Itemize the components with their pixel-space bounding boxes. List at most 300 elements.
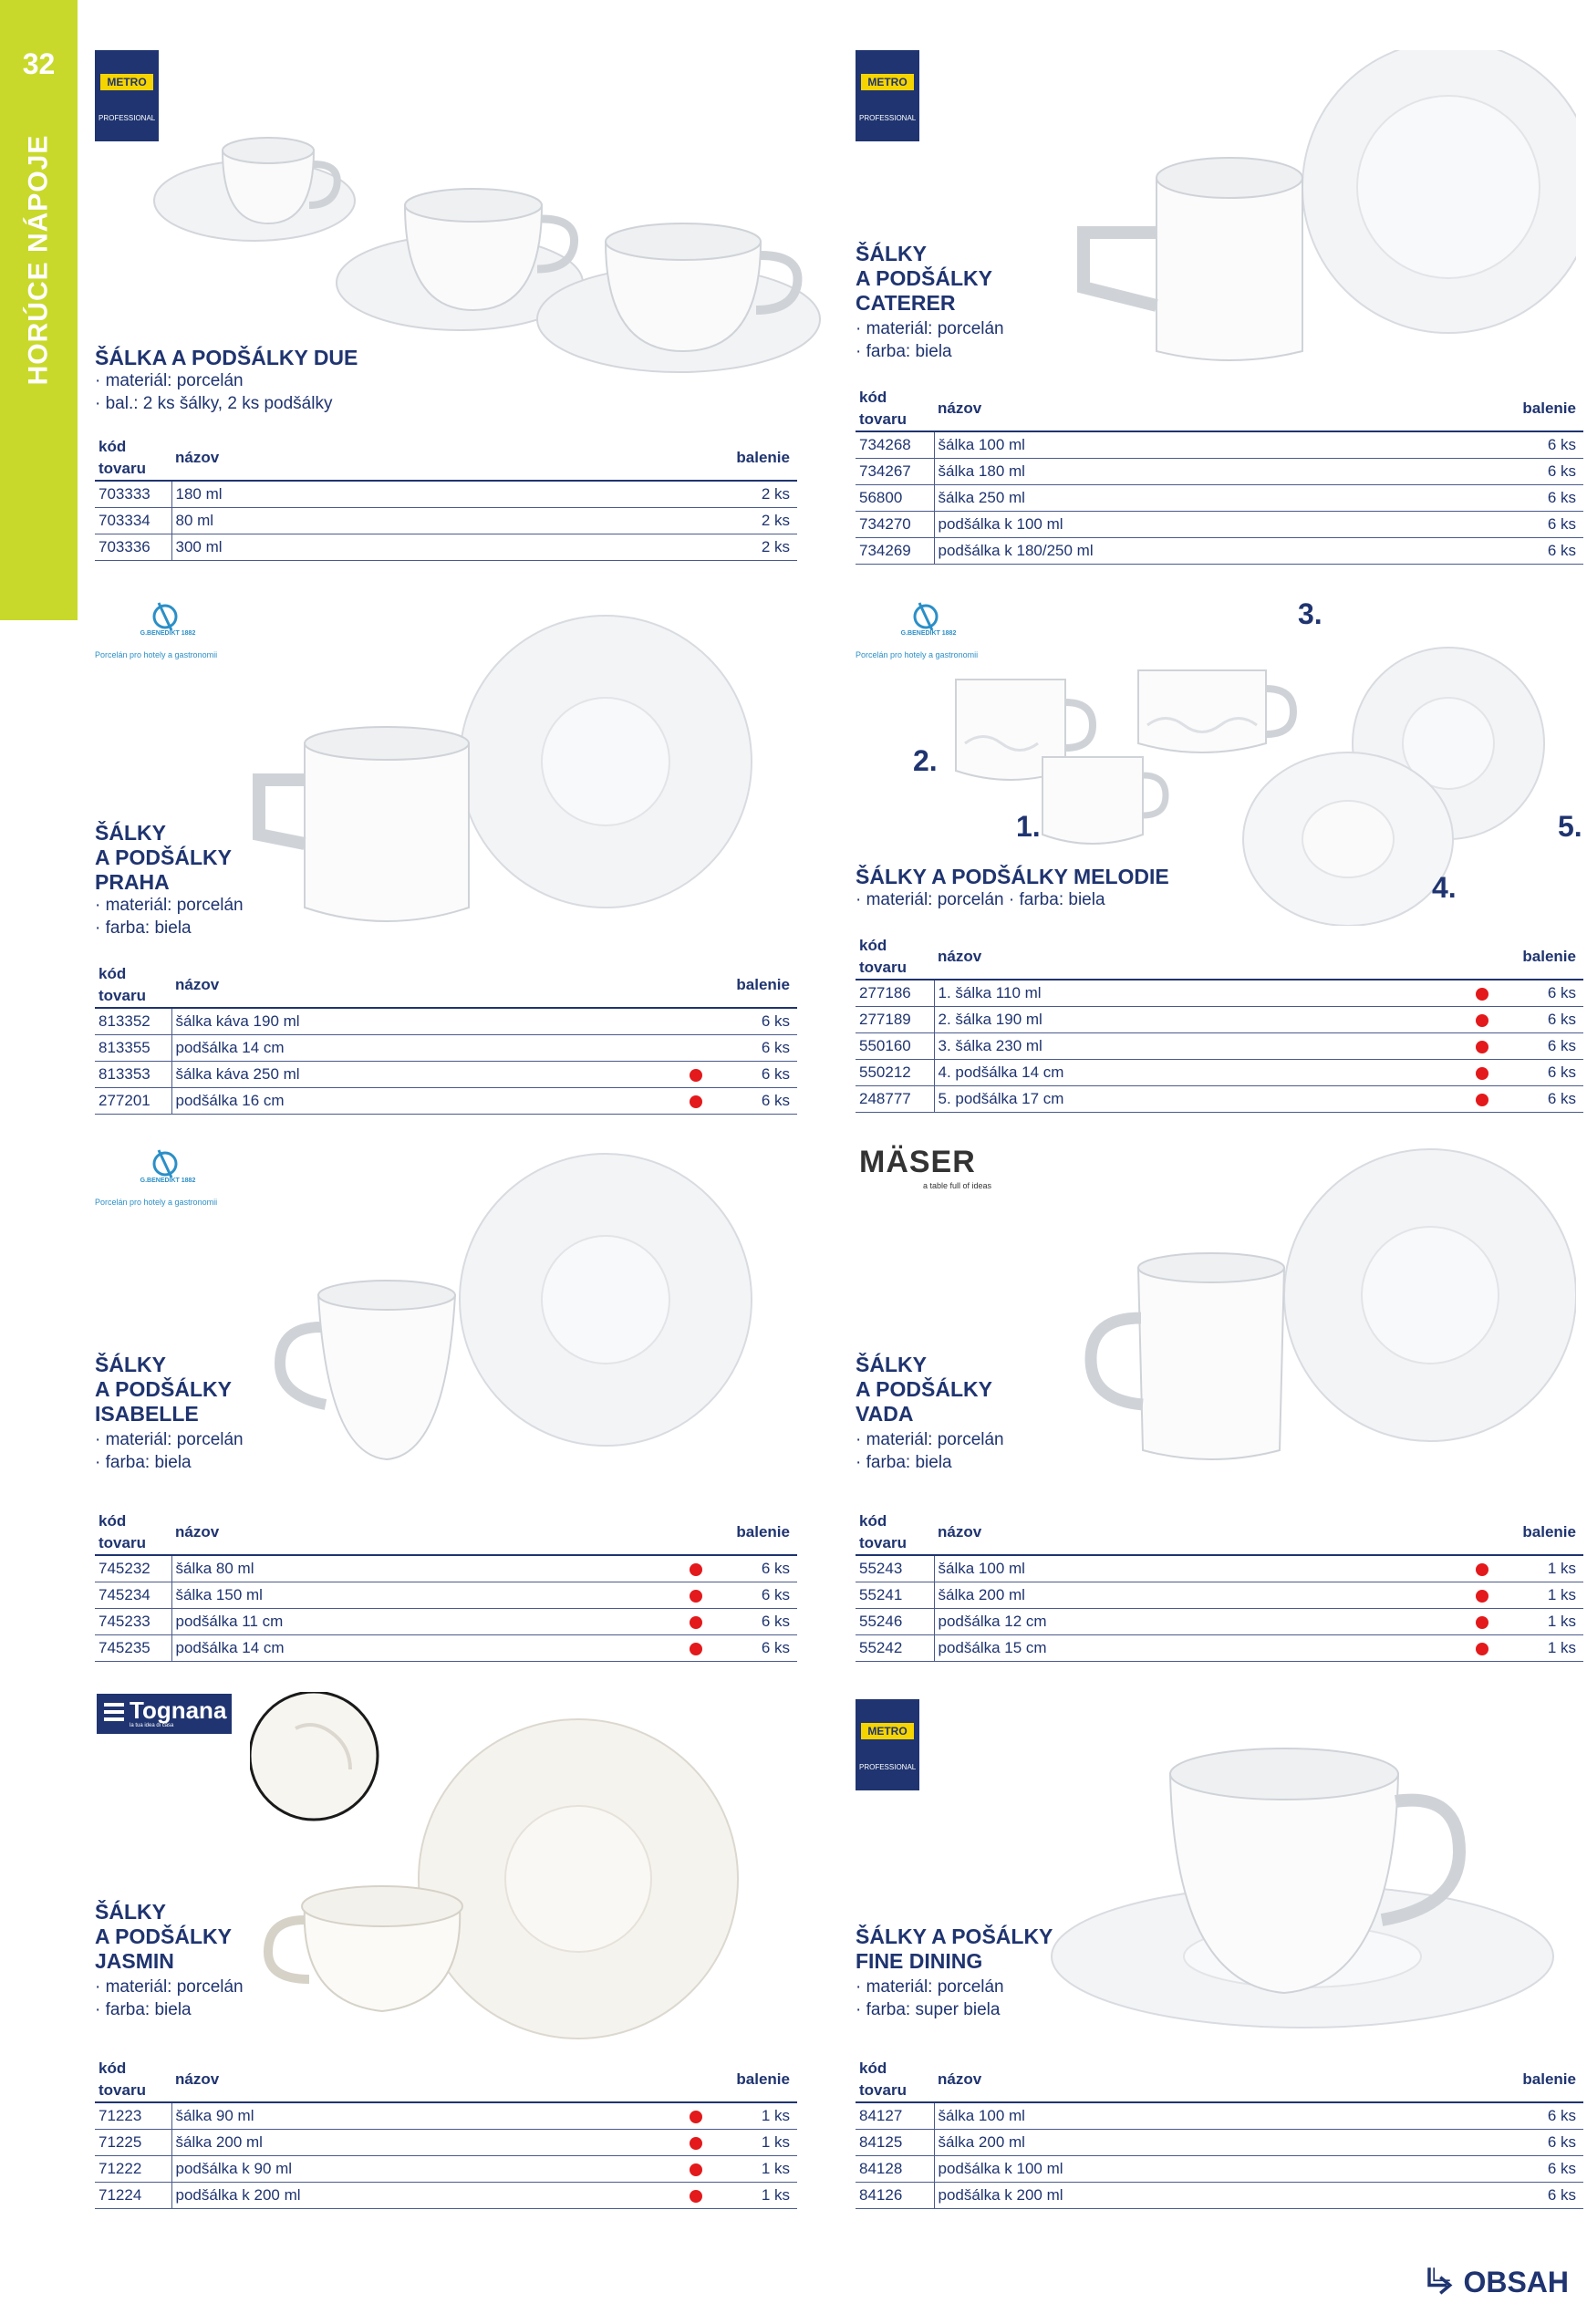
header-pack: balenie [710,963,797,1008]
cell-name: podšálka 14 cm [171,1035,682,1062]
metro-logo [856,50,919,141]
table-row [856,1555,1583,1582]
cell-dot [1468,2183,1496,2209]
title-line: A PODŠÁLKY [856,266,992,290]
cell-name: podšálka 16 cm [171,1088,682,1115]
cell-code: 55242 [856,1635,934,1662]
header-name: názov [171,2058,682,2102]
cell-name: 5. podšálka 17 cm [934,1086,1468,1113]
title-line: A PODŠÁLKY [856,1377,992,1401]
product-title-finedining [856,1925,1053,1974]
prop-line: · farba: super biela [856,2000,1001,2019]
cell-name: podšálka 15 cm [934,1635,1468,1662]
cell-name: šálka 200 ml [171,2130,682,2156]
product-props-vada [856,1428,1004,1474]
cell-name: šálka 200 ml [934,2130,1468,2156]
table-row [856,1609,1583,1635]
table-row [856,2130,1583,2156]
cell-code: 734267 [856,459,934,485]
header-spacer [682,2058,710,2102]
header-name: názov [934,1510,1468,1555]
cell-pack: 1 ks [710,2102,797,2130]
cell-name: podšálka 11 cm [171,1609,682,1635]
cell-pack: 1 ks [1496,1555,1583,1582]
title-line: ŠÁLKY [95,1353,166,1376]
table-row [856,2156,1583,2183]
cell-dot [682,2183,710,2209]
product-title-caterer [856,242,992,316]
cell-dot [1468,2130,1496,2156]
cell-dot [1468,1582,1496,1609]
availability-dot-icon [1476,1616,1488,1629]
metro-logo-sub: PROFESSIONAL [99,114,156,122]
table-header [95,2058,797,2102]
cell-code: 745232 [95,1555,171,1582]
header-pack: balenie [1496,935,1583,980]
title-line: A PODŠÁLKY [95,1925,232,1948]
section-title [18,134,58,386]
product-isabelle [95,1145,815,1665]
cell-dot [1468,1060,1496,1086]
title-line: ŠÁLKA A PODŠÁLKY DUE [95,346,358,369]
cell-dot [682,1008,710,1035]
availability-dot-icon [1476,1014,1488,1027]
availability-dot-icon [690,1095,702,1108]
cell-pack: 1 ks [710,2130,797,2156]
cell-pack: 1 ks [1496,1609,1583,1635]
cell-pack: 2 ks [710,508,797,534]
product-title-due [95,346,358,370]
cell-code: 734269 [856,538,934,565]
header-code: kód tovaru [856,1510,934,1555]
prop-line: · farba: biela [95,918,192,938]
product-jasmin [95,1692,815,2212]
metro-logo-name: METRO [861,1723,914,1739]
title-line: ISABELLE [95,1402,199,1426]
cell-pack: 6 ks [1496,2130,1583,2156]
product-props-finedining [856,1976,1004,2021]
availability-dot-icon [690,2111,702,2123]
title-line: ŠÁLKY [95,821,166,845]
product-table-isabelle [95,1510,797,1662]
cell-dot [682,1035,710,1062]
cell-pack: 6 ks [1496,2102,1583,2130]
product-caterer [856,50,1585,570]
cell-pack: 6 ks [1496,512,1583,538]
prop-line: · farba: biela [95,2000,192,2019]
cell-name: podšálka k 180/250 ml [934,538,1468,565]
product-image-due [131,87,825,379]
cell-dot [682,481,710,508]
availability-dot-icon [690,2163,702,2176]
cell-name: 3. šálka 230 ml [934,1033,1468,1060]
benedikt-logo-name: G.BENEDIKT 1882 [900,630,957,637]
cell-code: 734268 [856,431,934,459]
cell-code: 84126 [856,2183,934,2209]
header-name: názov [171,436,682,481]
cell-code: 71223 [95,2102,171,2130]
availability-dot-icon [690,2190,702,2203]
cell-pack: 6 ks [1496,980,1583,1007]
tognana-logo [97,1694,232,1734]
product-vada [856,1145,1585,1665]
cell-code: 84127 [856,2102,934,2130]
table-row [856,431,1583,459]
availability-dot-icon [1476,988,1488,1001]
product-image-jasmin [250,1692,815,2048]
page-number: 32 [22,47,56,80]
title-line: PRAHA [95,870,170,894]
cell-dot [1468,1086,1496,1113]
table-row [856,459,1583,485]
cell-code: 277189 [856,1007,934,1033]
cell-pack: 6 ks [1496,431,1583,459]
cell-code: 734270 [856,512,934,538]
header-pack: balenie [1496,387,1583,431]
cell-dot [682,1555,710,1582]
cell-pack: 6 ks [1496,1033,1583,1060]
table-row [95,1555,797,1582]
cell-name: podšálka k 90 ml [171,2156,682,2183]
section-title-text: HORÚCE NÁPOJE [23,134,53,386]
product-table-finedining [856,2058,1583,2209]
cell-name: 80 ml [171,508,682,534]
cell-dot [682,1635,710,1662]
availability-dot-icon [1476,1590,1488,1603]
product-title-isabelle [95,1353,232,1427]
cell-name: šálka káva 190 ml [171,1008,682,1035]
prop-line: · farba: biela [95,1453,192,1472]
table-row [856,2102,1583,2130]
availability-dot-icon [1476,1094,1488,1106]
header-name: názov [171,963,682,1008]
header-code: kód tovaru [856,387,934,431]
table-row [856,1635,1583,1662]
availability-dot-icon [690,1616,702,1629]
image-number-3: 3. [1298,597,1322,630]
availability-dot-icon [690,2137,702,2150]
cell-code: 277186 [856,980,934,1007]
table-row [95,1035,797,1062]
cell-dot [682,534,710,561]
image-number-4: 4. [1432,871,1457,904]
product-table-vada [856,1510,1583,1662]
table-row [95,2130,797,2156]
benedikt-logo-name: G.BENEDIKT 1882 [140,630,196,637]
cell-name: podšálka k 200 ml [934,2183,1468,2209]
image-number-2: 2. [913,744,938,777]
cell-code: 813352 [95,1008,171,1035]
cell-code: 745233 [95,1609,171,1635]
header-spacer [1468,1510,1496,1555]
cell-name: podšálka k 100 ml [934,512,1468,538]
cell-dot [1468,2156,1496,2183]
maser-logo-tagline: a table full of ideas [923,1181,992,1190]
product-table-melodie [856,935,1583,1113]
table-row [95,1062,797,1088]
table-header [856,387,1583,431]
cell-pack: 6 ks [1496,538,1583,565]
table-header [856,935,1583,980]
cell-dot [1468,1033,1496,1060]
cell-code: 745234 [95,1582,171,1609]
cell-dot [682,2130,710,2156]
cell-pack: 6 ks [710,1035,797,1062]
table-row [856,1086,1583,1113]
cell-code: 56800 [856,485,934,512]
product-table-praha [95,963,797,1115]
cell-code: 745235 [95,1635,171,1662]
cell-pack: 6 ks [710,1635,797,1662]
title-line: CATERER [856,291,956,315]
cell-name: šálka 180 ml [934,459,1468,485]
table-header [856,1510,1583,1555]
cell-name: podšálka k 200 ml [171,2183,682,2209]
header-spacer [1468,387,1496,431]
cell-pack: 1 ks [710,2156,797,2183]
cell-name: šálka 250 ml [934,485,1468,512]
header-name: názov [171,1510,682,1555]
cell-dot [1468,459,1496,485]
cell-name: šálka 150 ml [171,1582,682,1609]
table-row [856,512,1583,538]
cell-code: 703336 [95,534,171,561]
cell-dot [1468,1555,1496,1582]
table-row [95,2102,797,2130]
product-title-jasmin [95,1900,232,1974]
header-code: kód tovaru [95,1510,171,1555]
table-row [95,1582,797,1609]
availability-dot-icon [690,1643,702,1655]
cell-dot [1468,980,1496,1007]
header-spacer [682,436,710,481]
product-title-vada [856,1353,992,1427]
table-row [856,1582,1583,1609]
product-melodie [856,597,1585,1126]
benedikt-logo-tagline: Porcelán pro hotely a gastronomii [95,650,218,659]
table-row [856,1033,1583,1060]
product-props-isabelle [95,1428,244,1474]
cell-dot [682,1582,710,1609]
prop-line: · materiál: porcelán [95,896,244,915]
prop-line: · farba: biela [856,342,952,361]
cell-name: 300 ml [171,534,682,561]
table-row [95,508,797,534]
title-line: VADA [856,1402,914,1426]
prop-line: · materiál: porcelán [95,1430,244,1449]
cell-pack: 6 ks [1496,1007,1583,1033]
cell-name: šálka 80 ml [171,1555,682,1582]
cell-dot [682,1062,710,1088]
cell-name: šálka 90 ml [171,2102,682,2130]
product-image-praha [213,597,815,962]
prop-line: · materiál: porcelán [856,1430,1004,1449]
cell-pack: 6 ks [710,1555,797,1582]
cell-code: 813355 [95,1035,171,1062]
metro-logo-sub: PROFESSIONAL [859,114,917,122]
prop-line: · materiál: porcelán [856,1977,1004,1997]
product-title-praha [95,821,232,895]
prop-line: · materiál: porcelán [95,371,244,390]
header-name: názov [934,2058,1468,2102]
cell-dot [1468,2102,1496,2130]
title-line: FINE DINING [856,1949,983,1973]
availability-dot-icon [1476,1041,1488,1053]
table-row [95,1088,797,1115]
obsah-label: OBSAH [1463,2265,1569,2298]
product-table-jasmin [95,2058,797,2209]
availability-dot-icon [690,1069,702,1082]
image-number-5: 5. [1558,810,1582,843]
cell-name: 180 ml [171,481,682,508]
cell-code: 550160 [856,1033,934,1060]
cell-code: 277201 [95,1088,171,1115]
cell-name: podšálka 12 cm [934,1609,1468,1635]
cell-pack: 6 ks [710,1008,797,1035]
metro-logo-sub: PROFESSIONAL [859,1763,917,1771]
product-props-jasmin [95,1976,244,2021]
availability-dot-icon [1476,1563,1488,1576]
cell-code: 703333 [95,481,171,508]
cell-name: šálka 100 ml [934,431,1468,459]
cell-code: 55246 [856,1609,934,1635]
cell-pack: 1 ks [1496,1635,1583,1662]
cell-pack: 6 ks [1496,485,1583,512]
cell-pack: 6 ks [1496,2156,1583,2183]
cell-pack: 6 ks [710,1609,797,1635]
product-image-caterer [974,50,1576,379]
cell-pack: 2 ks [710,534,797,561]
cell-pack: 1 ks [1496,1582,1583,1609]
header-name: názov [934,387,1468,431]
cell-code: 71224 [95,2183,171,2209]
cell-code: 703334 [95,508,171,534]
title-line: ŠÁLKY A POŠÁLKY [856,1925,1053,1948]
title-line: ŠÁLKY A PODŠÁLKY MELODIE [856,865,1169,888]
table-row [856,485,1583,512]
cell-code: 84125 [856,2130,934,2156]
header-code: kód tovaru [95,963,171,1008]
cell-pack: 6 ks [710,1582,797,1609]
header-pack: balenie [710,1510,797,1555]
cell-dot [682,2102,710,2130]
cell-name: šálka 100 ml [934,1555,1468,1582]
benedikt-logo-name: G.BENEDIKT 1882 [140,1178,196,1184]
tognana-logo-mark [104,1703,124,1707]
prop-line: · materiál: porcelán [95,1977,244,1997]
header-pack: balenie [1496,1510,1583,1555]
product-due [95,50,815,570]
table-header [95,436,797,481]
obsah-link[interactable] [1423,2260,1569,2304]
header-spacer [682,1510,710,1555]
cell-name: 2. šálka 190 ml [934,1007,1468,1033]
cell-pack: 6 ks [1496,1086,1583,1113]
cell-pack: 6 ks [710,1088,797,1115]
cell-dot [682,508,710,534]
header-spacer [682,963,710,1008]
cell-dot [1468,1635,1496,1662]
cell-dot [1468,1609,1496,1635]
cell-dot [682,1088,710,1115]
header-pack: balenie [1496,2058,1583,2102]
table-row [95,2183,797,2209]
title-line: ŠÁLKY [856,1353,927,1376]
header-code: kód tovaru [856,935,934,980]
prop-line: · bal.: 2 ks šálky, 2 ks podšálky [95,394,333,413]
metro-logo [856,1699,919,1790]
image-number-1: 1. [1016,810,1041,843]
product-title-melodie [856,865,1169,889]
cell-name: podšálka k 100 ml [934,2156,1468,2183]
cell-name: šálka 100 ml [934,2102,1468,2130]
metro-logo-name: METRO [861,74,914,90]
availability-dot-icon [690,1563,702,1576]
availability-dot-icon [690,1590,702,1603]
benedikt-logo-tagline: Porcelán pro hotely a gastronomii [856,650,979,659]
product-table-caterer [856,387,1583,565]
cell-code: 84128 [856,2156,934,2183]
table-header [856,2058,1583,2102]
product-props-due [95,369,332,415]
title-line: JASMIN [95,1949,174,1973]
table-header [95,1510,797,1555]
metro-logo-name: METRO [100,74,153,90]
cell-dot [1468,538,1496,565]
title-line: A PODŠÁLKY [95,1377,232,1401]
prop-line: · materiál: porcelán [856,319,1004,338]
product-praha [95,597,815,1126]
product-props-melodie [856,888,1105,911]
header-spacer [1468,935,1496,980]
benedikt-logo-tagline: Porcelán pro hotely a gastronomii [95,1198,218,1207]
cell-name: 1. šálka 110 ml [934,980,1468,1007]
cell-name: podšálka 14 cm [171,1635,682,1662]
cell-dot [1468,485,1496,512]
header-code: kód tovaru [95,436,171,481]
cell-name: šálka 200 ml [934,1582,1468,1609]
maser-logo-name: MÄSER [859,1145,976,1179]
cell-name: 4. podšálka 14 cm [934,1060,1468,1086]
cell-pack: 2 ks [710,481,797,508]
cell-dot [1468,1007,1496,1033]
cell-code: 55241 [856,1582,934,1609]
title-line: ŠÁLKY [856,242,927,265]
header-spacer [1468,2058,1496,2102]
title-line: A PODŠÁLKY [95,846,232,869]
arrow-return-icon [1423,2262,1457,2302]
prop-line: · materiál: porcelán · farba: biela [856,890,1105,909]
header-pack: balenie [710,436,797,481]
table-row [856,538,1583,565]
cell-name: šálka káva 250 ml [171,1062,682,1088]
product-image-vada [974,1145,1576,1491]
cell-code: 55243 [856,1555,934,1582]
cell-pack: 6 ks [1496,2183,1583,2209]
table-row [856,980,1583,1007]
cell-dot [682,2156,710,2183]
prop-line: · farba: biela [856,1453,952,1472]
product-image-finedining [1011,1710,1558,2048]
cell-dot [682,1609,710,1635]
table-row [856,1060,1583,1086]
header-name: názov [934,935,1468,980]
cell-code: 71222 [95,2156,171,2183]
availability-dot-icon [1476,1067,1488,1080]
cell-dot [1468,431,1496,459]
table-row [95,1635,797,1662]
header-pack: balenie [710,2058,797,2102]
